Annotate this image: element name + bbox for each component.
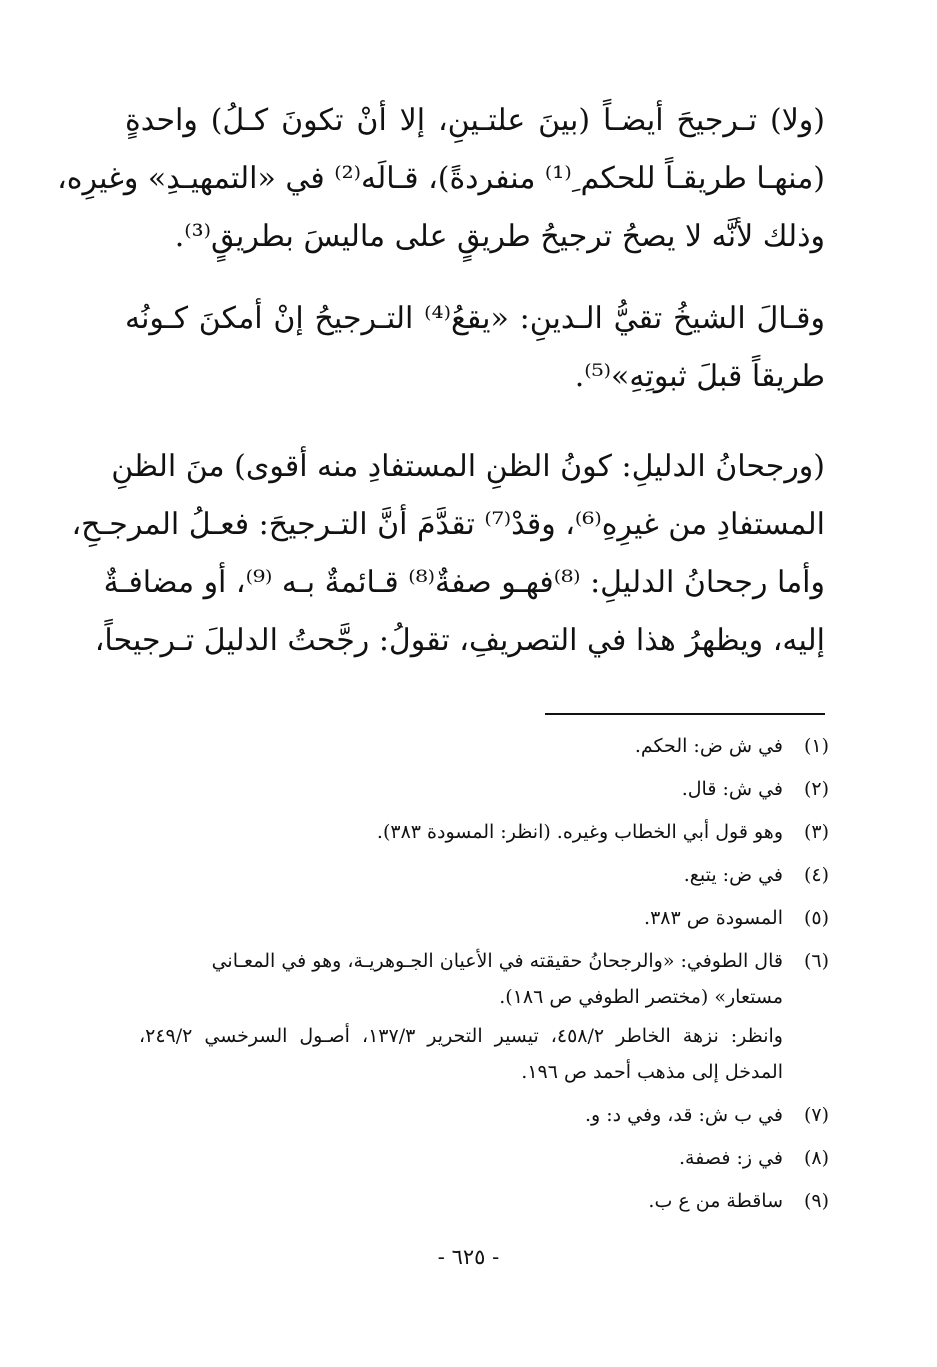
footnote-text: المسودة ص ٣٨٣. xyxy=(644,907,783,929)
footnote-6-continuation: وانظر: نزهة الخاطر ٤٥٨/٢، تيسير التحرير ١٣٧/٣، أصـول السرخسي ٢٤٩/٢، المدخل إلى مذهب أحمد ص ١٩٦. xyxy=(139,1025,783,1083)
footnote-text: في ش ض: الحكم. xyxy=(634,735,783,757)
footnote-9 xyxy=(139,1183,829,1219)
footnote-5 xyxy=(139,900,829,936)
footnote-text: في ض: يتبع. xyxy=(683,864,783,886)
footnote-3 xyxy=(139,814,829,850)
paragraph-3-line-2: المستفادِ من غيرِهِ⁽⁶⁾، وقدْ⁽⁷⁾ تقدَّمَ أنَّ التـرجيحَ: فعـلُ المرجـحِ، xyxy=(71,507,825,542)
footnote-number: (٦) xyxy=(803,950,829,972)
paragraph-1-line-3: وذلك لأنَّه لا يصحُ ترجيحُ طريقٍ على ماليسَ بطريقٍ⁽³⁾. xyxy=(174,219,825,254)
footnote-separator xyxy=(545,713,825,715)
footnote-4 xyxy=(139,857,829,893)
footnote-text: في ز: فصفة. xyxy=(679,1147,783,1169)
footnote-text: وهو قول أبي الخطاب وغيره. (انظر: المسودة ٣٨٣). xyxy=(376,821,783,843)
paragraph-2 xyxy=(125,290,825,406)
footnote-text: قال الطوفي: «والرجحانُ حقيقته في الأعيان الجـوهريـة، وهو في المعـاني مستعار» (مختصر الطوفي ص ١٨٦). xyxy=(211,950,783,1008)
footnotes xyxy=(139,728,829,1226)
footnote-number: (٨) xyxy=(803,1147,829,1169)
footnote-number: (٥) xyxy=(803,907,829,929)
paragraph-1-line-2: (منهـا طريقـاً للحكم ِ⁽¹⁾ منفردةً)، قـالَه⁽²⁾ في «التمهيـدِ» وغيرِه، xyxy=(57,161,825,196)
footnote-number: (٢) xyxy=(803,778,829,800)
footnote-1 xyxy=(139,728,829,764)
paragraph-3-line-4: إليه، ويظهرُ هذا في التصريفِ، تقولُ: رجَّحتُ الدليلَ تـرجيحاً، xyxy=(94,623,825,658)
paragraph-1 xyxy=(57,92,825,266)
paragraph-2-line-1: وقـالَ الشيخُ تقيُّ الـدينِ: «يقعُ⁽⁴⁾ التـرجيحُ إنْ أمكنَ كـونُه xyxy=(125,301,825,336)
footnote-number: (١) xyxy=(803,735,829,757)
footnote-2 xyxy=(139,771,829,807)
footnote-7 xyxy=(139,1097,829,1133)
footnote-number: (٧) xyxy=(803,1104,829,1126)
footnote-number: (٤) xyxy=(803,864,829,886)
page-number: - ٦٢٥ - xyxy=(437,1245,500,1269)
footnote-number: (٣) xyxy=(803,821,829,843)
footnote-number: (٩) xyxy=(803,1190,829,1212)
paragraph-3-line-1: (ورجحانُ الدليلِ: كونُ الظنِ المستفادِ منه أقوى) منَ الظنِ xyxy=(111,449,825,484)
footnote-text: في ش: قال. xyxy=(681,778,783,800)
paragraph-2-line-2: طريقاً قبلَ ثبوتِهِ»⁽⁵⁾. xyxy=(574,359,825,394)
paragraph-3-line-3: وأما رجحانُ الدليلِ: ⁽⁸⁾فهـو صفةٌ⁽⁸⁾ قـائمةٌ بـه ⁽⁹⁾، أو مضافـةٌ xyxy=(103,565,825,600)
footnote-6 xyxy=(139,943,829,1015)
footnote-8 xyxy=(139,1140,829,1176)
paragraph-1-line-1: (ولا) تـرجيحَ أيضـاً (بينَ علتـينِ، إلا أنْ تكونَ كـلُ) واحدةٍ xyxy=(125,103,825,138)
footnote-text: في ب ش: قد، وفي د: و. xyxy=(585,1104,783,1126)
paragraph-3 xyxy=(71,438,825,670)
footnote-text: ساقطة من ع ب. xyxy=(648,1190,783,1212)
